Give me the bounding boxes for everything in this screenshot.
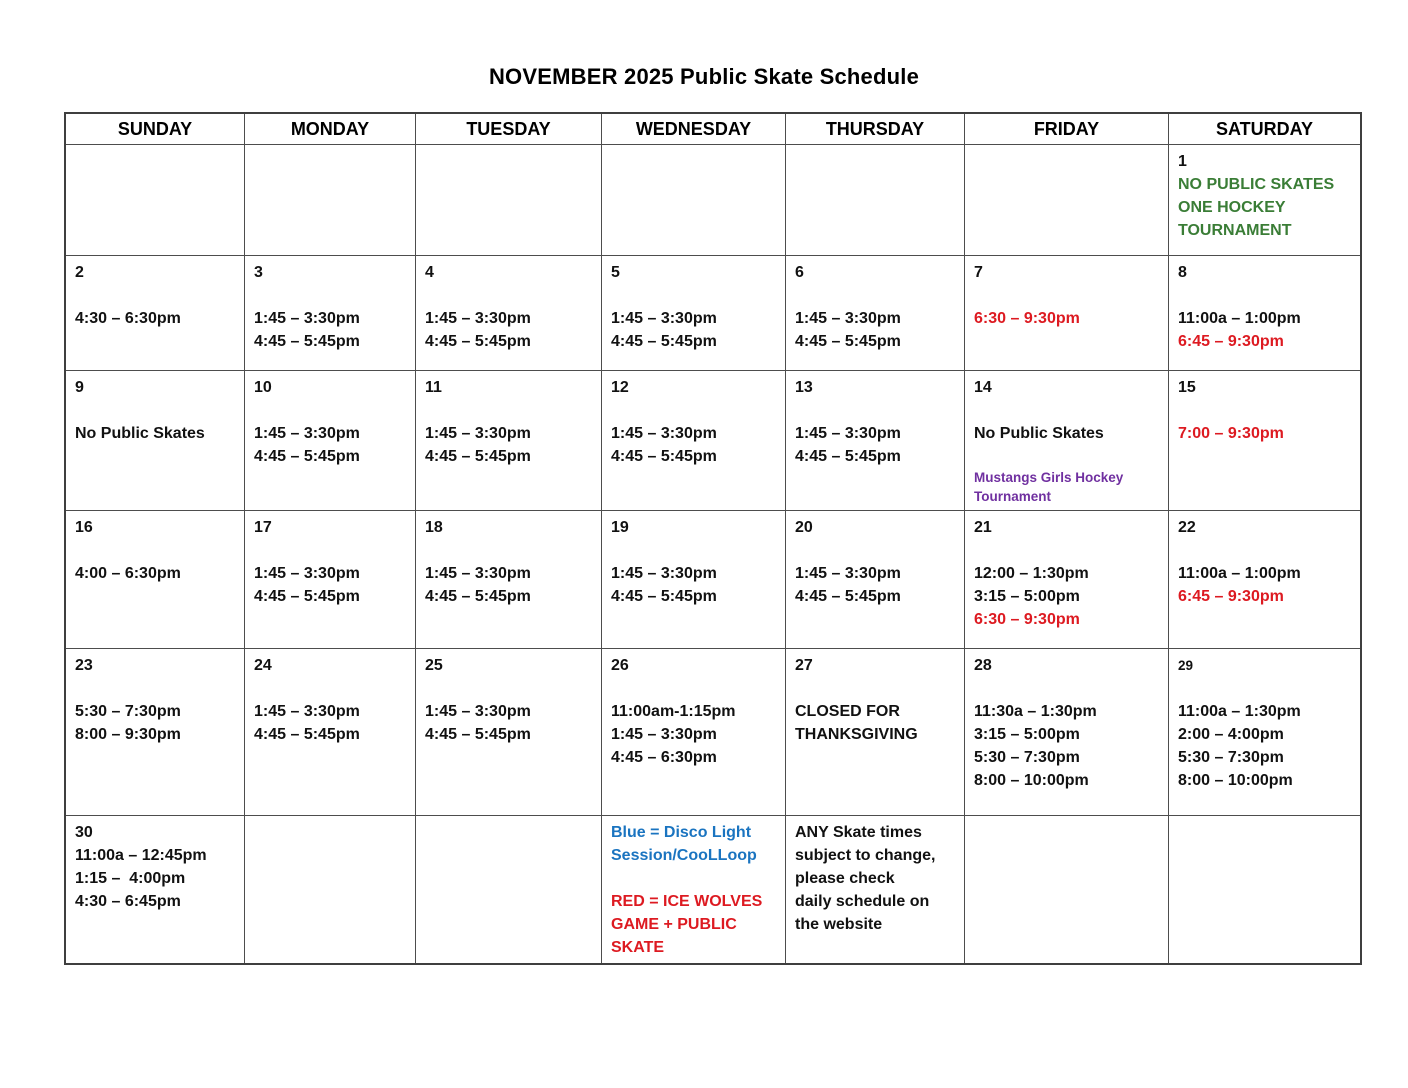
schedule-line: 5:30 – 7:30pm [1178,749,1284,766]
weekday-header-wednesday: WEDNESDAY [602,113,786,145]
schedule-line: 4:45 – 5:45pm [254,448,360,465]
schedule-line: 1:45 – 3:30pm [425,565,531,582]
schedule-line: Tournament [974,489,1051,504]
calendar-cell [416,371,602,511]
schedule-line: daily schedule on [795,893,930,910]
calendar-body [65,145,1361,965]
weekday-header-saturday: SATURDAY [1169,113,1362,145]
date-label: 9 [75,379,84,396]
schedule-line: CLOSED FOR [795,703,900,720]
calendar-cell [602,371,786,511]
schedule-line: SKATE [611,939,665,956]
spacer-line [75,399,235,422]
date-label: 6 [795,264,804,281]
calendar-cell [786,816,965,965]
calendar-cell [245,511,416,649]
calendar-week-row [65,649,1361,816]
date-label: 23 [75,657,93,674]
schedule-line: 1:15 – 4:00pm [75,870,186,887]
calendar-cell [965,649,1169,816]
schedule-line: ANY Skate times [795,824,922,841]
date-label: 21 [974,519,992,536]
schedule-line: 4:45 – 5:45pm [795,448,901,465]
date-label: 10 [254,379,272,396]
schedule-line: 1:45 – 3:30pm [795,310,901,327]
spacer-line [974,284,1159,307]
schedule-line: Blue = Disco Light [611,824,752,841]
date-label: 7 [974,264,983,281]
calendar-cell [65,371,245,511]
date-label: 29 [1178,658,1194,673]
calendar-cell [1169,256,1362,371]
date-label: 12 [611,379,629,396]
schedule-line: 4:45 – 5:45pm [254,726,360,743]
weekday-header-friday: FRIDAY [965,113,1169,145]
date-label: 14 [974,379,992,396]
weekday-header-row [65,113,1361,145]
weekday-header-monday: MONDAY [245,113,416,145]
schedule-line: 11:00a – 1:30pm [1178,703,1301,720]
calendar-cell [786,649,965,816]
date-label: 1 [1178,153,1187,170]
calendar-cell [602,256,786,371]
schedule-line: THANKSGIVING [795,726,918,743]
spacer-line [795,284,955,307]
spacer-line [974,677,1159,700]
calendar-cell [65,649,245,816]
schedule-line: 11:00a – 1:00pm [1178,565,1301,582]
calendar-table [64,112,1362,965]
schedule-line: 4:45 – 5:45pm [795,333,901,350]
schedule-line: 2:00 – 4:00pm [1178,726,1284,743]
spacer-line [75,539,235,562]
schedule-line: 5:30 – 7:30pm [75,703,181,720]
weekday-header-sunday: SUNDAY [65,113,245,145]
calendar-header [65,113,1361,145]
schedule-line: 11:00a – 12:45pm [75,847,207,864]
calendar-cell [1169,511,1362,649]
date-label: 5 [611,264,620,281]
schedule-line: 1:45 – 3:30pm [254,703,360,720]
schedule-line: 8:00 – 10:00pm [1178,772,1293,789]
date-label: 8 [1178,264,1187,281]
schedule-line: 4:45 – 5:45pm [425,333,531,350]
schedule-line: please check [795,870,895,887]
schedule-line: Session/CooLLoop [611,847,757,864]
calendar-week-row [65,256,1361,371]
date-label: 4 [425,264,434,281]
calendar-week-row [65,816,1361,965]
spacer-line [1178,284,1351,307]
spacer-line [254,539,406,562]
spacer-line [611,867,776,890]
spacer-line [795,677,955,700]
calendar-cell [416,145,602,256]
calendar-cell [245,649,416,816]
spacer-line [974,445,1159,468]
schedule-line: No Public Skates [974,425,1104,442]
schedule-line: 1:45 – 3:30pm [795,425,901,442]
calendar-cell [1169,145,1362,256]
date-label: 18 [425,519,443,536]
schedule-line: 1:45 – 3:30pm [611,565,717,582]
schedule-line: 4:45 – 5:45pm [254,588,360,605]
calendar-cell [965,371,1169,511]
spacer-line [254,284,406,307]
schedule-line: 4:00 – 6:30pm [75,565,181,582]
date-label: 16 [75,519,93,536]
calendar-cell [65,816,245,965]
spacer-line [425,539,592,562]
schedule-line: 1:45 – 3:30pm [425,425,531,442]
schedule-line: 3:15 – 5:00pm [974,726,1080,743]
spacer-line [425,677,592,700]
schedule-line: 3:15 – 5:00pm [974,588,1080,605]
spacer-line [974,399,1159,422]
calendar-cell [245,145,416,256]
spacer-line [254,399,406,422]
calendar-cell [965,256,1169,371]
schedule-line: 4:30 – 6:45pm [75,893,181,910]
schedule-line: 1:45 – 3:30pm [254,565,360,582]
spacer-line [1178,539,1351,562]
calendar-cell [1169,371,1362,511]
spacer-line [75,284,235,307]
calendar-cell [786,371,965,511]
date-label: 28 [974,657,992,674]
calendar-week-row [65,371,1361,511]
schedule-line: 4:45 – 5:45pm [254,333,360,350]
calendar-cell [602,649,786,816]
spacer-line [1178,677,1351,700]
calendar-cell [65,511,245,649]
schedule-line: 1:45 – 3:30pm [611,310,717,327]
schedule-line: 4:45 – 5:45pm [425,588,531,605]
schedule-line: NO PUBLIC SKATES [1178,176,1335,193]
schedule-line: 6:30 – 9:30pm [974,310,1080,327]
calendar-cell [65,256,245,371]
date-label: 30 [75,824,93,841]
calendar-cell [602,816,786,965]
schedule-line: 8:00 – 9:30pm [75,726,181,743]
spacer-line [611,677,776,700]
schedule-line: 11:00a – 1:00pm [1178,310,1301,327]
schedule-line: subject to change, [795,847,936,864]
calendar-cell [245,256,416,371]
weekday-header-thursday: THURSDAY [786,113,965,145]
date-label: 19 [611,519,629,536]
calendar-cell [965,145,1169,256]
schedule-line: 4:45 – 5:45pm [611,448,717,465]
schedule-line: 1:45 – 3:30pm [425,703,531,720]
calendar-cell [416,649,602,816]
spacer-line [254,677,406,700]
date-label: 22 [1178,519,1196,536]
schedule-line: 12:00 – 1:30pm [974,565,1089,582]
schedule-line: Mustangs Girls Hockey [974,470,1124,485]
schedule-line: ONE HOCKEY [1178,199,1286,216]
spacer-line [425,399,592,422]
schedule-line: 4:45 – 5:45pm [425,448,531,465]
date-label: 13 [795,379,813,396]
spacer-line [425,284,592,307]
spacer-line [1178,399,1351,422]
calendar-cell [65,145,245,256]
spacer-line [611,399,776,422]
calendar-cell [416,816,602,965]
calendar-cell [965,816,1169,965]
spacer-line [795,539,955,562]
date-label: 25 [425,657,443,674]
schedule-line: 1:45 – 3:30pm [254,310,360,327]
calendar-cell [245,816,416,965]
calendar-cell [416,511,602,649]
page-title: NOVEMBER 2025 Public Skate Schedule [488,64,920,89]
calendar-cell [1169,649,1362,816]
spacer-line [795,399,955,422]
schedule-line: 4:45 – 5:45pm [425,726,531,743]
schedule-line: 6:45 – 9:30pm [1178,588,1284,605]
date-label: 11 [425,379,442,396]
schedule-line: 11:30a – 1:30pm [974,703,1097,720]
schedule-line: 1:45 – 3:30pm [425,310,531,327]
spacer-line [75,677,235,700]
date-label: 15 [1178,379,1196,396]
calendar-cell [602,145,786,256]
schedule-line: 6:30 – 9:30pm [974,611,1080,628]
calendar-cell [1169,816,1362,965]
date-label: 17 [254,519,272,536]
schedule-line: 11:00am-1:15pm [611,703,736,720]
weekday-header-tuesday: TUESDAY [416,113,602,145]
schedule-line: 1:45 – 3:30pm [254,425,360,442]
schedule-line: GAME + PUBLIC [611,916,737,933]
calendar-cell [965,511,1169,649]
schedule-line: 8:00 – 10:00pm [974,772,1089,789]
calendar-cell [416,256,602,371]
spacer-line [974,539,1159,562]
date-label: 24 [254,657,272,674]
schedule-line: 1:45 – 3:30pm [611,726,717,743]
calendar-cell [786,145,965,256]
date-label: 2 [75,264,84,281]
schedule-line: RED = ICE WOLVES [611,893,763,910]
schedule-line: 4:30 – 6:30pm [75,310,181,327]
schedule-line: the website [795,916,883,933]
calendar-week-row [65,511,1361,649]
schedule-line: 4:45 – 5:45pm [795,588,901,605]
schedule-line: 6:45 – 9:30pm [1178,333,1284,350]
spacer-line [611,284,776,307]
schedule-line: No Public Skates [75,425,205,442]
schedule-line: 4:45 – 5:45pm [611,588,717,605]
schedule-line: TOURNAMENT [1178,222,1292,239]
schedule-line: 1:45 – 3:30pm [795,565,901,582]
schedule-line: 7:00 – 9:30pm [1178,425,1284,442]
date-label: 26 [611,657,629,674]
date-label: 3 [254,264,263,281]
schedule-line: 4:45 – 5:45pm [611,333,717,350]
calendar-cell [786,256,965,371]
date-label: 27 [795,657,813,674]
calendar-week-row [65,145,1361,256]
schedule-line: 4:45 – 6:30pm [611,749,717,766]
calendar-cell [245,371,416,511]
calendar-cell [786,511,965,649]
spacer-line [611,539,776,562]
calendar-cell [602,511,786,649]
schedule-line: 5:30 – 7:30pm [974,749,1080,766]
schedule-line: 1:45 – 3:30pm [611,425,717,442]
date-label: 20 [795,519,813,536]
